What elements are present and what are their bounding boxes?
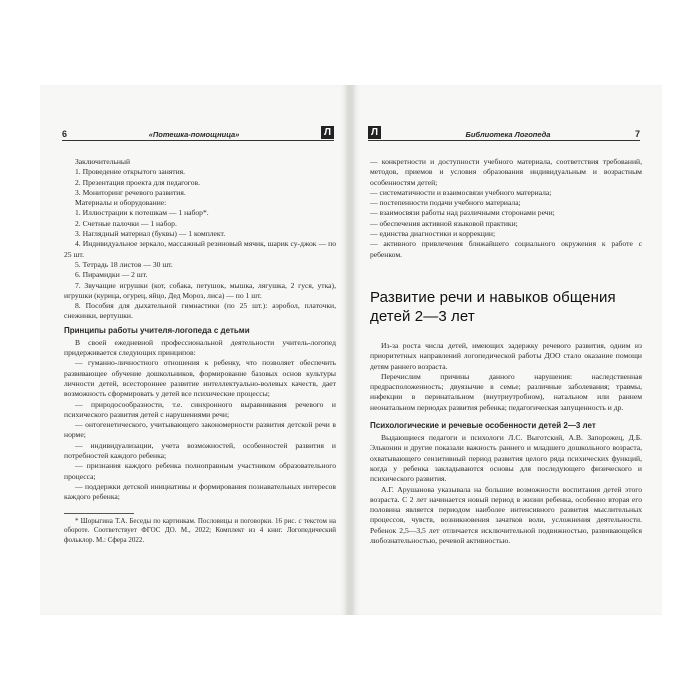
series-logo: Л xyxy=(321,126,334,139)
list-item: — единства диагностики и коррекции; xyxy=(370,229,496,239)
paragraph: Перечислим причины данного нарушения: наследственная предрасположенность; двуязычие в семье; различные заболевания; травмы, инфекции в перинатальном (внутриутробном), натальном или раннем неонатальном периодах развития ребенка; педагогическая запущенность и др. xyxy=(370,371,642,412)
series-logo: Л xyxy=(368,126,381,139)
text-line: Материалы и оборудование: xyxy=(75,198,167,208)
section-heading: Принципы работы учителя-логопеда с детьми xyxy=(64,325,250,335)
left-page-body xyxy=(64,157,336,545)
running-title: «Потешка-помощница» xyxy=(148,130,240,139)
text-line: Заключительный xyxy=(75,157,131,166)
text-line: 8. Пособия для дыхательной гимнастики (по 25 шт.): аэробол, платочки, снежинки, вертушки. xyxy=(64,301,336,321)
text-line: 7. Звучащие игрушки (кот, собака, петушок, мышка, лягушка, 2 гуся, утка), игрушки (курица, огурец, яйцо, Дед Мороз, лиса) — по 1 шт. xyxy=(64,280,336,300)
text-line: 1. Иллюстрации к потешкам — 1 набор*. xyxy=(75,208,209,218)
list-item: — признания каждого ребенка полноправным участником образовательного процесса; xyxy=(64,461,336,481)
list-item: — взаимосвязи работы над различными сторонами речи; xyxy=(370,208,555,218)
right-page xyxy=(352,85,662,615)
paragraph: А.Г. Арушанова указывала на большие возможности воспитания детей этого возраста. С 2 лет начинается новый период в жизни ребенка, особенно вторая его половина является периодом наиболее интенсивного развития мыслительных процессов, чувств, возникновения зачатков воли, усложнения деятельности. Ребенок 2,5—3,5 лет отличается исключительной подвижностью, развивающейся любознательностью, речевой активностью. xyxy=(370,484,642,546)
left-page xyxy=(40,85,348,615)
chapter-heading: Развитие речи и навыков общения детей 2—3 лет xyxy=(370,288,616,325)
footnote: * Шорыгина Т.А. Беседы по картинкам. Пословицы и поговорки. 16 рис. с текстом на обороте. Соответствует ФГОС ДО. М., 2022; Комплект из 4 книг. Логопедический фольклор. М.: Сфера 2022. xyxy=(64,516,336,544)
text-line: 2. Счетные палочки — 1 набор. xyxy=(75,218,177,228)
list-item: — индивидуализации, учета возможностей, особенностей развития и потребностей каждого ребенка; xyxy=(64,440,336,461)
text-line: 2. Презентация проекта для педагогов. xyxy=(75,177,201,187)
section-heading: Психологические и речевые особенности детей 2—3 лет xyxy=(370,421,596,431)
text-line: 1. Проведение открытого занятия. xyxy=(75,167,186,177)
list-item: — активного привлечения ближайшего социального окружения к работе с ребенком. xyxy=(370,239,642,259)
right-page-body xyxy=(370,157,642,546)
list-item: — постепенности подачи учебного материала; xyxy=(370,198,521,208)
text-line: 4. Индивидуальное зеркало, массажный резиновый мячик, шарик су-джок — по 25 шт. xyxy=(64,239,336,259)
paragraph: В своей ежедневной профессиональной деятельности учитель-логопед придерживается следующих принципов: xyxy=(64,337,336,358)
text-line: 6. Пирамидки — 2 шт. xyxy=(75,270,148,280)
list-item: — онтогенетического, учитывающего закономерности развития детской речи в норме; xyxy=(64,420,336,440)
left-page-header xyxy=(62,127,334,141)
list-item: — конкретности и доступности учебного материала, соответствия требований, методов, приемов и условия образования индивидуальным и возрастным особенностям детей; xyxy=(370,157,642,187)
list-item: — гуманно-личностного отношения к ребенку, что позволяет обеспечить развивающее обучение дошкольников, формирование базовых основ культуры личности детей, всестороннее развитие интеллектуально-волевых качеств, дает возможность сформировать у детей все психические процессы; xyxy=(64,358,336,399)
page-number: 6 xyxy=(62,129,68,139)
paragraph: Выдающиеся педагоги и психологи Л.С. Выготский, А.В. Запорожец, Д.Б. Эльконин и другие показали важность раннего и младшего дошкольного возраста, охватывающего сензитивный период развития целого ряда психических функций, когда у ребенка закладываются основы для последующего физического и психического развития. xyxy=(370,433,642,484)
running-title: Библиотека Логопеда xyxy=(465,130,551,139)
list-item: — обеспечения активной языковой практики; xyxy=(370,218,518,228)
footnote-divider xyxy=(64,513,134,514)
list-item: — природосообразности, т.е. синхронного выравнивания речевого и психического развития детей с нарушениями речи; xyxy=(64,399,336,419)
list-item: — поддержки детской инициативы и формирования познавательных интересов каждого ребенка; xyxy=(64,481,336,502)
paragraph: Из-за роста числа детей, имеющих задержку речевого развития, одним из приоритетных направлений логопедической работы ДОО стало оказание помощи детям раннего возраста. xyxy=(370,340,642,371)
text-line: 3. Наглядный материал (буквы) — 1 комплект. xyxy=(75,229,226,239)
right-page-header xyxy=(368,127,640,141)
page-number: 7 xyxy=(634,129,640,139)
text-line: 5. Тетрадь 18 листов — 30 шт. xyxy=(75,259,173,269)
list-item: — систематичности и взаимосвязи учебного материала; xyxy=(370,187,552,197)
text-line: 3. Мониторинг речевого развития. xyxy=(75,187,186,197)
